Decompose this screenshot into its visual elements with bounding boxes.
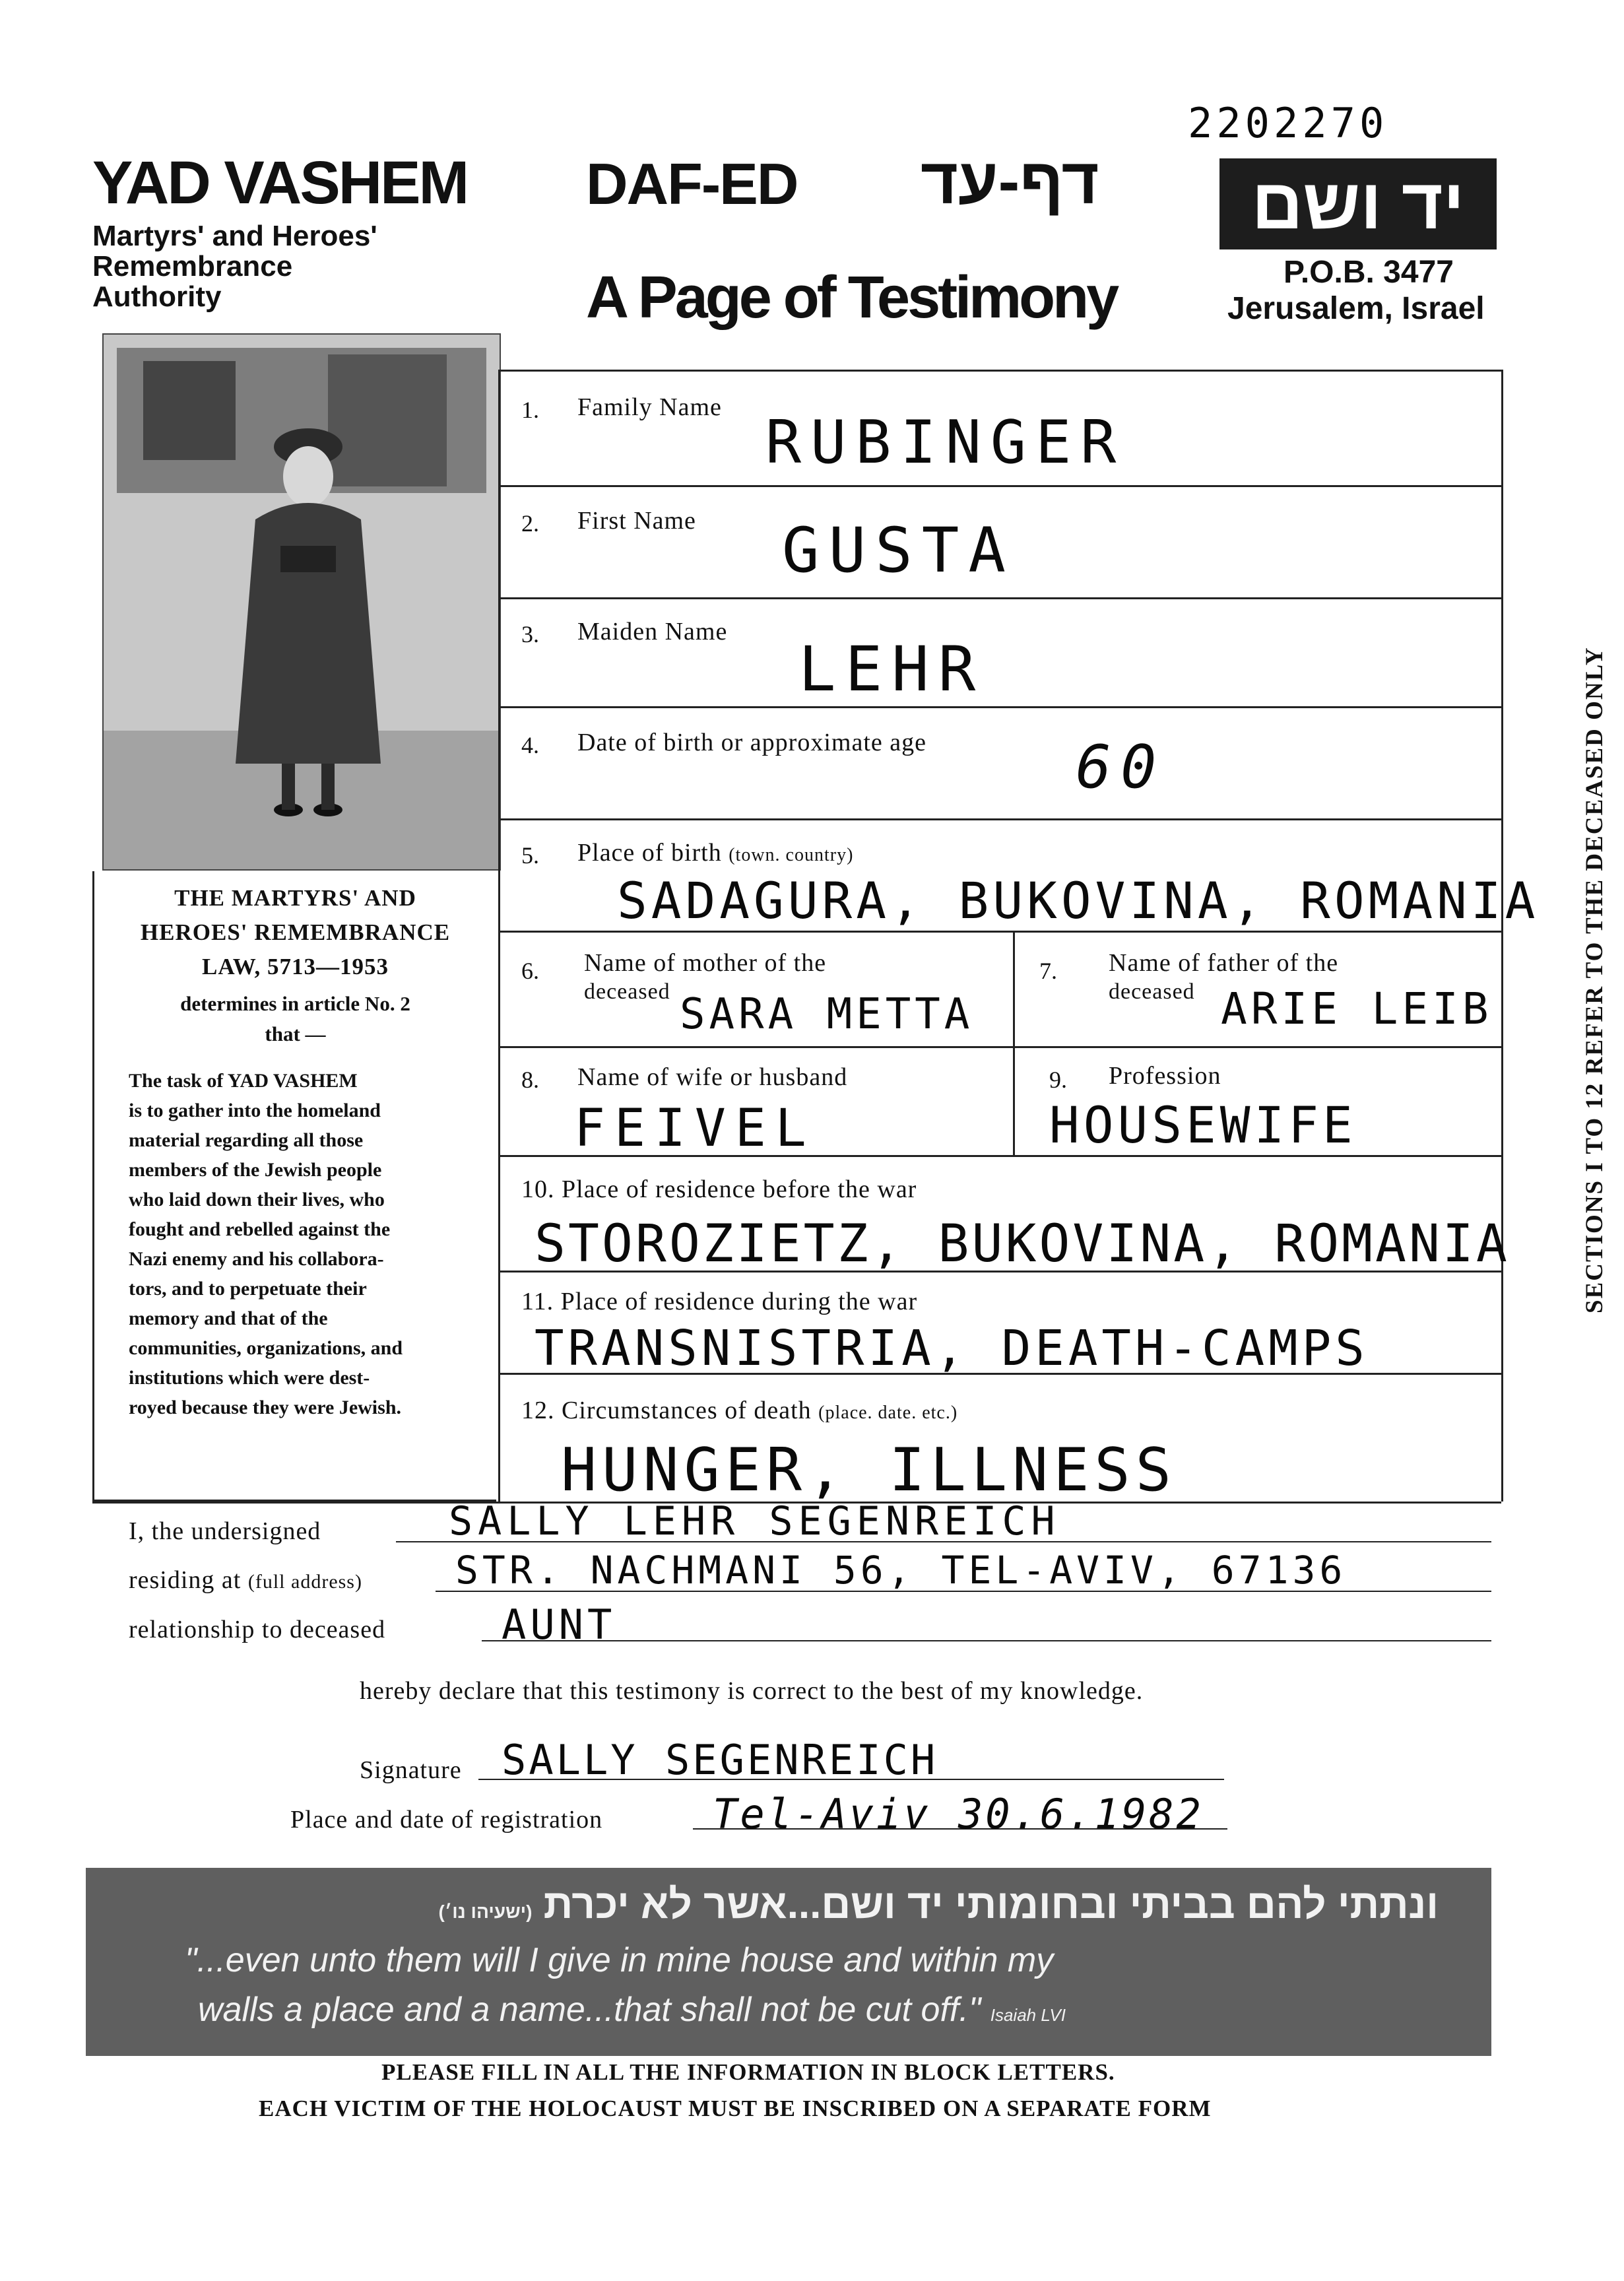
law-title-line: LAW, 5713—1953 (201, 954, 389, 979)
form-title: A Page of Testimony (586, 265, 1117, 331)
field-10-number: 10. (521, 1175, 555, 1203)
circumstances-of-death-value[interactable]: HUNGER, ILLNESS (561, 1436, 1177, 1505)
row-divider (498, 931, 1501, 933)
side-note-text: SECTIONS I TO 12 REFER TO THE DECEASED ONLY (1581, 646, 1608, 1313)
field-12-number: 12. (521, 1397, 555, 1424)
law-determines: determines in article No. 2 (180, 992, 410, 1015)
row-divider (498, 818, 1501, 820)
field-9-number: 9. (1049, 1067, 1067, 1093)
law-text-line: who laid down their lives, who (129, 1189, 385, 1210)
field-10-label (521, 1175, 917, 1204)
field-5-number: 5. (521, 842, 539, 869)
field-3-number: 3. (521, 621, 539, 647)
field-5-label-note: (town. country) (729, 845, 854, 865)
banner-hebrew (439, 1881, 1439, 1928)
document-number: 2202270 (1188, 99, 1388, 147)
photo-image (104, 335, 500, 869)
law-title-line: THE MARTYRS' AND (174, 885, 416, 911)
footer-instruction-2: EACH VICTIM OF THE HOLOCAUST MUST BE INSCRIBED ON A SEPARATE FORM (259, 2096, 1212, 2121)
place-date-label: Place and date of registration (290, 1806, 603, 1834)
hebrew-logo-text: יד ושם (1251, 164, 1465, 244)
column-divider (1013, 931, 1015, 1155)
field-11-label-text: Place of residence during the war (560, 1288, 918, 1315)
field-10-label-text: Place of residence before the war (562, 1175, 917, 1203)
banner-english-line-2-text: walls a place and a name...that shall not be cut off." (198, 1991, 981, 2029)
row-divider (498, 706, 1501, 708)
po-box: P.O.B. 3477 (1283, 255, 1454, 290)
field-11-label (521, 1287, 917, 1316)
law-that: that — (265, 1022, 326, 1045)
photo-of-deceased (102, 333, 501, 871)
field-12-label-text: Circumstances of death (562, 1397, 812, 1424)
row-divider (498, 597, 1501, 599)
residing-label-text: residing at (129, 1566, 242, 1594)
family-name-value[interactable]: RUBINGER (765, 408, 1126, 477)
law-text-line: The task of YAD VASHEM (129, 1070, 358, 1092)
law-text-line: tors, and to perpetuate their (129, 1278, 367, 1300)
field-2-number: 2. (521, 510, 539, 537)
scripture-banner (86, 1868, 1491, 2056)
field-7-label-line: Name of father of the (1109, 949, 1339, 977)
signature-value[interactable]: SALLY SEGENREICH (502, 1736, 938, 1784)
field-2-label: First Name (577, 507, 696, 535)
field-11-number: 11. (521, 1288, 554, 1315)
row-divider (498, 1046, 1501, 1048)
law-text-line: Nazi enemy and his collabora- (129, 1248, 384, 1270)
city: Jerusalem, Israel (1227, 291, 1485, 326)
row-divider (498, 485, 1501, 487)
residing-label (129, 1566, 362, 1595)
place-of-birth-value[interactable]: SADAGURA, BUKOVINA, ROMANIA (617, 871, 1540, 930)
org-sub-line: Martyrs' and Heroes' (92, 220, 377, 252)
age-value[interactable]: 60 (1076, 733, 1166, 802)
form-name: DAF-ED (586, 151, 798, 216)
residence-before-war-value[interactable]: STOROZIETZ, BUKOVINA, ROMANIA (535, 1214, 1510, 1274)
residence-during-war-value[interactable]: TRANSNISTRIA, DEATH-CAMPS (535, 1320, 1369, 1377)
law-text-line: royed because they were Jewish. (129, 1397, 401, 1418)
field-1-number: 1. (521, 397, 539, 423)
law-text-line: institutions which were dest- (129, 1367, 370, 1389)
field-4-label: Date of birth or approximate age (577, 729, 926, 756)
field-1-label: Family Name (577, 393, 722, 421)
law-text-line: is to gather into the homeland (129, 1100, 381, 1121)
maiden-name-value[interactable]: LEHR (798, 634, 985, 706)
residing-value[interactable]: STR. NACHMANI 56, TEL-AVIV, 67136 (455, 1548, 1347, 1593)
form-right-border (1501, 370, 1503, 1502)
law-box (92, 871, 496, 1502)
law-text (129, 1066, 482, 1422)
org-name: YAD VASHEM (92, 149, 468, 216)
field-7-label-line: deceased (1109, 979, 1195, 1004)
field-6-number: 6. (521, 958, 539, 984)
spouse-name-value[interactable]: FEIVEL (574, 1099, 816, 1158)
undersigned-value[interactable]: SALLY LEHR SEGENREICH (449, 1498, 1060, 1544)
residing-label-note: (full address) (247, 1571, 362, 1593)
field-6-label-line: deceased (584, 979, 670, 1004)
footer-instruction-1: PLEASE FILL IN ALL THE INFORMATION IN BLOCK LETTERS. (381, 2059, 1115, 2085)
undersigned-label: I, the undersigned (129, 1517, 321, 1545)
law-text-line: fought and rebelled against the (129, 1218, 391, 1240)
first-name-value[interactable]: GUSTA (782, 515, 1015, 587)
field-6-label-line: Name of mother of the (584, 949, 827, 977)
org-sub-line: Authority (92, 281, 222, 313)
field-4-number: 4. (521, 732, 539, 758)
banner-english-line-2 (198, 1990, 1066, 2030)
form-left-border (498, 370, 500, 1502)
profession-value[interactable]: HOUSEWIFE (1049, 1096, 1357, 1154)
field-9-label: Profession (1109, 1062, 1221, 1090)
banner-hebrew-ref: (ישעיהו נו׳) (438, 1901, 533, 1922)
form-hebrew-name: דף-עד (921, 145, 1099, 217)
signature-label: Signature (360, 1756, 462, 1784)
law-text-line: memory and that of the (129, 1307, 328, 1329)
form-top-border (498, 370, 1501, 372)
mother-name-value[interactable]: SARA METTA (680, 990, 974, 1039)
law-text-line: communities, organizations, and (129, 1337, 403, 1359)
org-sub-line: Remembrance (92, 250, 293, 282)
place-date-value[interactable]: Tel-Aviv 30.6.1982 (713, 1790, 1204, 1838)
banner-ref: Isaiah LVI (990, 2005, 1066, 2025)
field-12-label (521, 1396, 958, 1425)
relationship-label: relationship to deceased (129, 1616, 386, 1643)
law-title-line: HEROES' REMEMBRANCE (140, 919, 451, 945)
field-7-number: 7. (1039, 958, 1057, 984)
father-name-value[interactable]: ARIE LEIB (1221, 983, 1493, 1034)
banner-english-line-1: "...even unto them will I give in mine house and within my (185, 1941, 1054, 1979)
declaration-text: hereby declare that this testimony is correct to the best of my knowledge. (360, 1677, 1144, 1705)
field-12-label-note: (place. date. etc.) (818, 1403, 958, 1423)
org-subtitle (92, 221, 377, 312)
field-8-number: 8. (521, 1067, 539, 1093)
law-text-line: members of the Jewish people (129, 1159, 382, 1181)
banner-hebrew-text: ונתתי להם בביתי ובחומותי יד ושם...אשר לא יכרת (543, 1882, 1439, 1927)
relationship-value[interactable]: AUNT (502, 1601, 616, 1649)
field-8-label: Name of wife or husband (577, 1063, 848, 1091)
law-text-line: material regarding all those (129, 1129, 364, 1151)
field-5-label (577, 838, 853, 867)
field-3-label: Maiden Name (577, 618, 728, 645)
field-5-label-text: Place of birth (577, 839, 722, 867)
relationship-line (482, 1640, 1491, 1641)
law-title (94, 881, 496, 984)
hebrew-logo-box (1219, 158, 1497, 249)
